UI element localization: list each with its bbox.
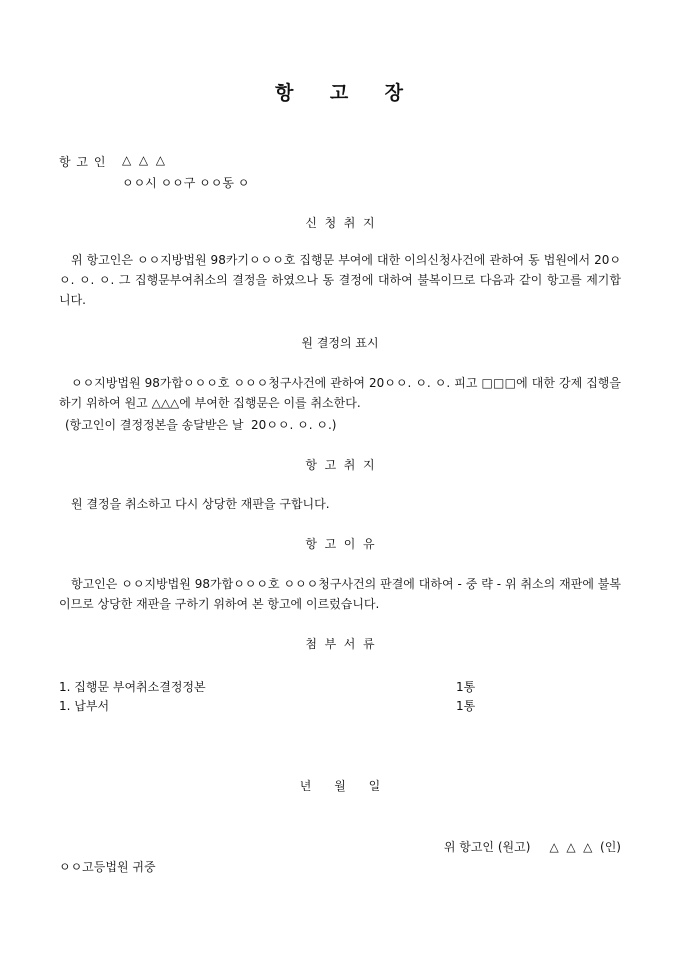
- attachment-item-count: 1통: [456, 680, 476, 694]
- document-title: 항 고 장: [275, 82, 405, 104]
- appellant-label: 항 고 인: [59, 155, 107, 169]
- appeal-purpose-text: 원 결정을 취소하고 다시 상당한 재판을 구합니다.: [71, 497, 330, 511]
- attachment-item-name: 1. 집행문 부여취소결정정본: [59, 680, 206, 694]
- application-purpose-heading: 신 청 취 지: [305, 216, 375, 230]
- attachments-heading: 첨 부 서 류: [305, 637, 375, 651]
- original-decision-heading: 원 결정의 표시: [301, 336, 379, 350]
- original-decision-text: ㅇㅇ지방법원 98가합ㅇㅇㅇ호 ㅇㅇㅇ청구사건에 관하여 20ㅇㅇ. ㅇ. ㅇ. 피고 □□□에 대한 강제 집행을 하기 위하여 원고 △△△에 부여한 집행문은 이를 취소한다.: [59, 376, 621, 410]
- attachment-item-name: 1. 납부서: [59, 699, 110, 713]
- appeal-reason-text: 항고인은 ㅇㅇ지방법원 98가합ㅇㅇㅇ호 ㅇㅇㅇ청구사건의 판결에 대하여 - 중 략 - 위 취소의 재판에 불복이므로 상당한 재판을 구하기 위하여 본 항고에 이르렀습니다.: [59, 577, 621, 611]
- appeal-reason-heading: 항 고 이 유: [305, 537, 375, 551]
- date-line: 년 월 일: [299, 779, 381, 793]
- attachment-item-count: 1통: [456, 699, 476, 713]
- appeal-purpose-heading: 항 고 취 지: [305, 458, 375, 472]
- appellant-name: △ △ △: [122, 153, 165, 167]
- court-addressee: ㅇㅇ고등법원 귀중: [59, 860, 156, 874]
- original-decision-note: (항고인이 결정정본을 송달받은 날 20ㅇㅇ. ㅇ. ㅇ.): [65, 418, 337, 432]
- signature-line: 위 항고인 (원고) △ △ △ (인): [443, 840, 621, 854]
- application-purpose-text: 위 항고인은 ㅇㅇ지방법원 98카기ㅇㅇㅇ호 집행문 부여에 대한 이의신청사건에 관하여 동 법원에서 20ㅇㅇ. ㅇ. ㅇ. 그 집행문부여취소의 결정을 하였으나 동 결정에 대하여 불복이므로 다음과 같이 항고를 제기합니다.: [59, 253, 621, 307]
- appellant-address: ㅇㅇ시 ㅇㅇ구 ㅇㅇ동 ㅇ: [122, 176, 250, 190]
